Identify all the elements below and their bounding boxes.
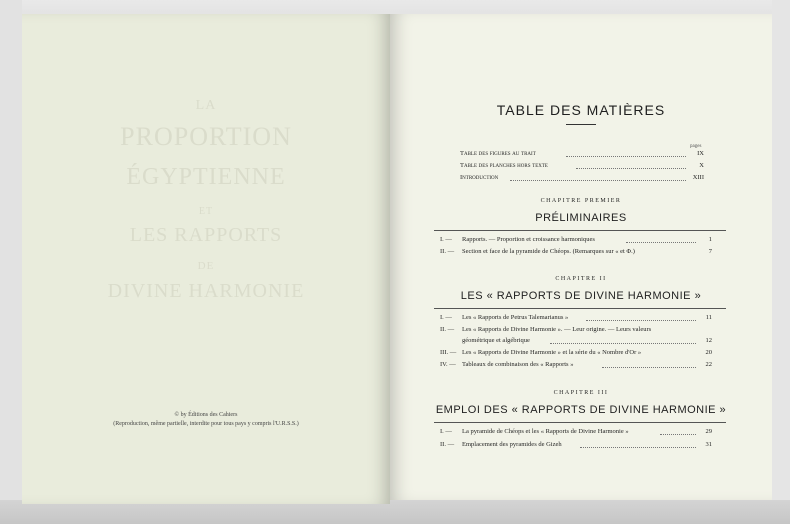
copyright-reproduction-note: (Reproduction, même partielle, interdite pour tous pays y compris l'U.R.S.S.): [113, 421, 299, 427]
toc-entry-text: géométrique et algébrique: [462, 337, 530, 344]
toc-entry-text: Section et face de la pyramide de Chéops. (Remarques sur « et Φ.): [462, 248, 635, 255]
toc-entry-row: [390, 337, 772, 347]
leader-dots: [660, 428, 696, 435]
chapter-title: PRÉLIMINAIRES: [535, 212, 627, 224]
toc-page-number: 12: [705, 337, 712, 344]
toc-entry-row: [390, 428, 772, 438]
toc-entry-number: I. —: [440, 428, 452, 435]
toc-entry-row: [390, 361, 772, 371]
chapter-title: LES « RAPPORTS DE DIVINE HARMONIE »: [460, 290, 702, 302]
toc-page-number: XIII: [692, 174, 704, 181]
toc-entry-text: Les « Rapports de Divine Harmonie » et la série du « Nombre d'Or »: [462, 349, 642, 356]
toc-entry-row: [390, 441, 772, 451]
ghost-title-line: ET: [198, 206, 214, 217]
chapter-label: CHAPITRE III: [553, 390, 609, 396]
toc-front-matter-row: [390, 150, 772, 160]
leader-dots: [576, 162, 686, 169]
page-title: TABLE DES MATIÈRES: [496, 102, 666, 118]
leader-dots: [580, 441, 696, 448]
toc-page-number: 29: [705, 428, 712, 435]
toc-entry-row: [390, 326, 772, 336]
toc-entry-text: La pyramide de Chéops et les « Rapports de Divine Harmonie »: [462, 428, 629, 435]
toc-entry-number: II. —: [440, 248, 455, 255]
right-page: [390, 14, 772, 500]
toc-entry-text: Les « Rapports de Divine Harmonie ». — Leur origine. — Leurs valeurs: [462, 326, 652, 333]
toc-entry-row: [390, 314, 772, 324]
toc-front-matter-row: [390, 174, 772, 184]
leader-dots: [602, 361, 696, 368]
ghost-title-line: DIVINE HARMONIE: [107, 280, 305, 302]
toc-page-number: 22: [705, 361, 712, 368]
toc-entry-number: I. —: [440, 314, 452, 321]
ghost-title-line: ÉGYPTIENNE: [126, 164, 286, 190]
pages-column-label: pages: [690, 144, 702, 149]
toc-entry-label: Table des figures au trait: [460, 150, 536, 157]
toc-page-number: IX: [697, 150, 704, 157]
ghost-title-line: PROPORTION: [120, 122, 292, 151]
toc-entry-number: I. —: [440, 236, 452, 243]
ghost-title-line: LES RAPPORTS: [129, 224, 283, 246]
title-rule: [566, 124, 596, 125]
background-right: [772, 0, 790, 524]
leader-dots: [626, 236, 696, 243]
toc-page-number: 31: [705, 441, 712, 448]
toc-entry-label: Table des planches hors texte: [460, 162, 548, 169]
leader-dots: [566, 150, 686, 157]
toc-entry-number: II. —: [440, 326, 455, 333]
toc-page-number: 1: [708, 236, 712, 243]
toc-entry-text: Tableaux de combinaison des « Rapports »: [462, 361, 574, 368]
chapter-label: CHAPITRE II: [555, 276, 607, 282]
leader-dots: [586, 314, 696, 321]
toc-entry-label: Introduction: [460, 174, 499, 181]
toc-entry-number: III. —: [440, 349, 457, 356]
toc-entry-text: Les « Rapports de Petrus Talemarianus »: [462, 314, 569, 321]
chapter-title: EMPLOI DES « RAPPORTS DE DIVINE HARMONIE »: [435, 404, 727, 416]
chapter-rule: [434, 230, 726, 231]
toc-entry-row: [390, 349, 772, 359]
left-page: [22, 14, 390, 504]
chapter-label: CHAPITRE PREMIER: [540, 198, 622, 204]
toc-entry-text: Emplacement des pyramides de Gizeh: [462, 441, 562, 448]
toc-page-number: 7: [708, 248, 712, 255]
ghost-title-line: LA: [195, 98, 217, 113]
background-left: [0, 0, 22, 524]
leader-dots: [550, 337, 696, 344]
toc-entry-row: [390, 236, 772, 246]
toc-page-number: 20: [705, 349, 712, 356]
ghost-title-line: DE: [197, 260, 215, 272]
chapter-rule: [434, 308, 726, 309]
leader-dots: [510, 174, 686, 181]
toc-page-number: X: [699, 162, 704, 169]
toc-front-matter-row: [390, 162, 772, 172]
toc-entry-number: II. —: [440, 441, 455, 448]
copyright-notice: © by Éditions des Cahiers: [174, 412, 238, 418]
chapter-rule: [434, 422, 726, 423]
toc-entry-text: Rapports. — Proportion et croissance harmoniques: [462, 236, 595, 243]
toc-entry-row: [390, 248, 772, 258]
toc-page-number: 11: [705, 314, 712, 321]
toc-entry-number: IV. —: [440, 361, 456, 368]
